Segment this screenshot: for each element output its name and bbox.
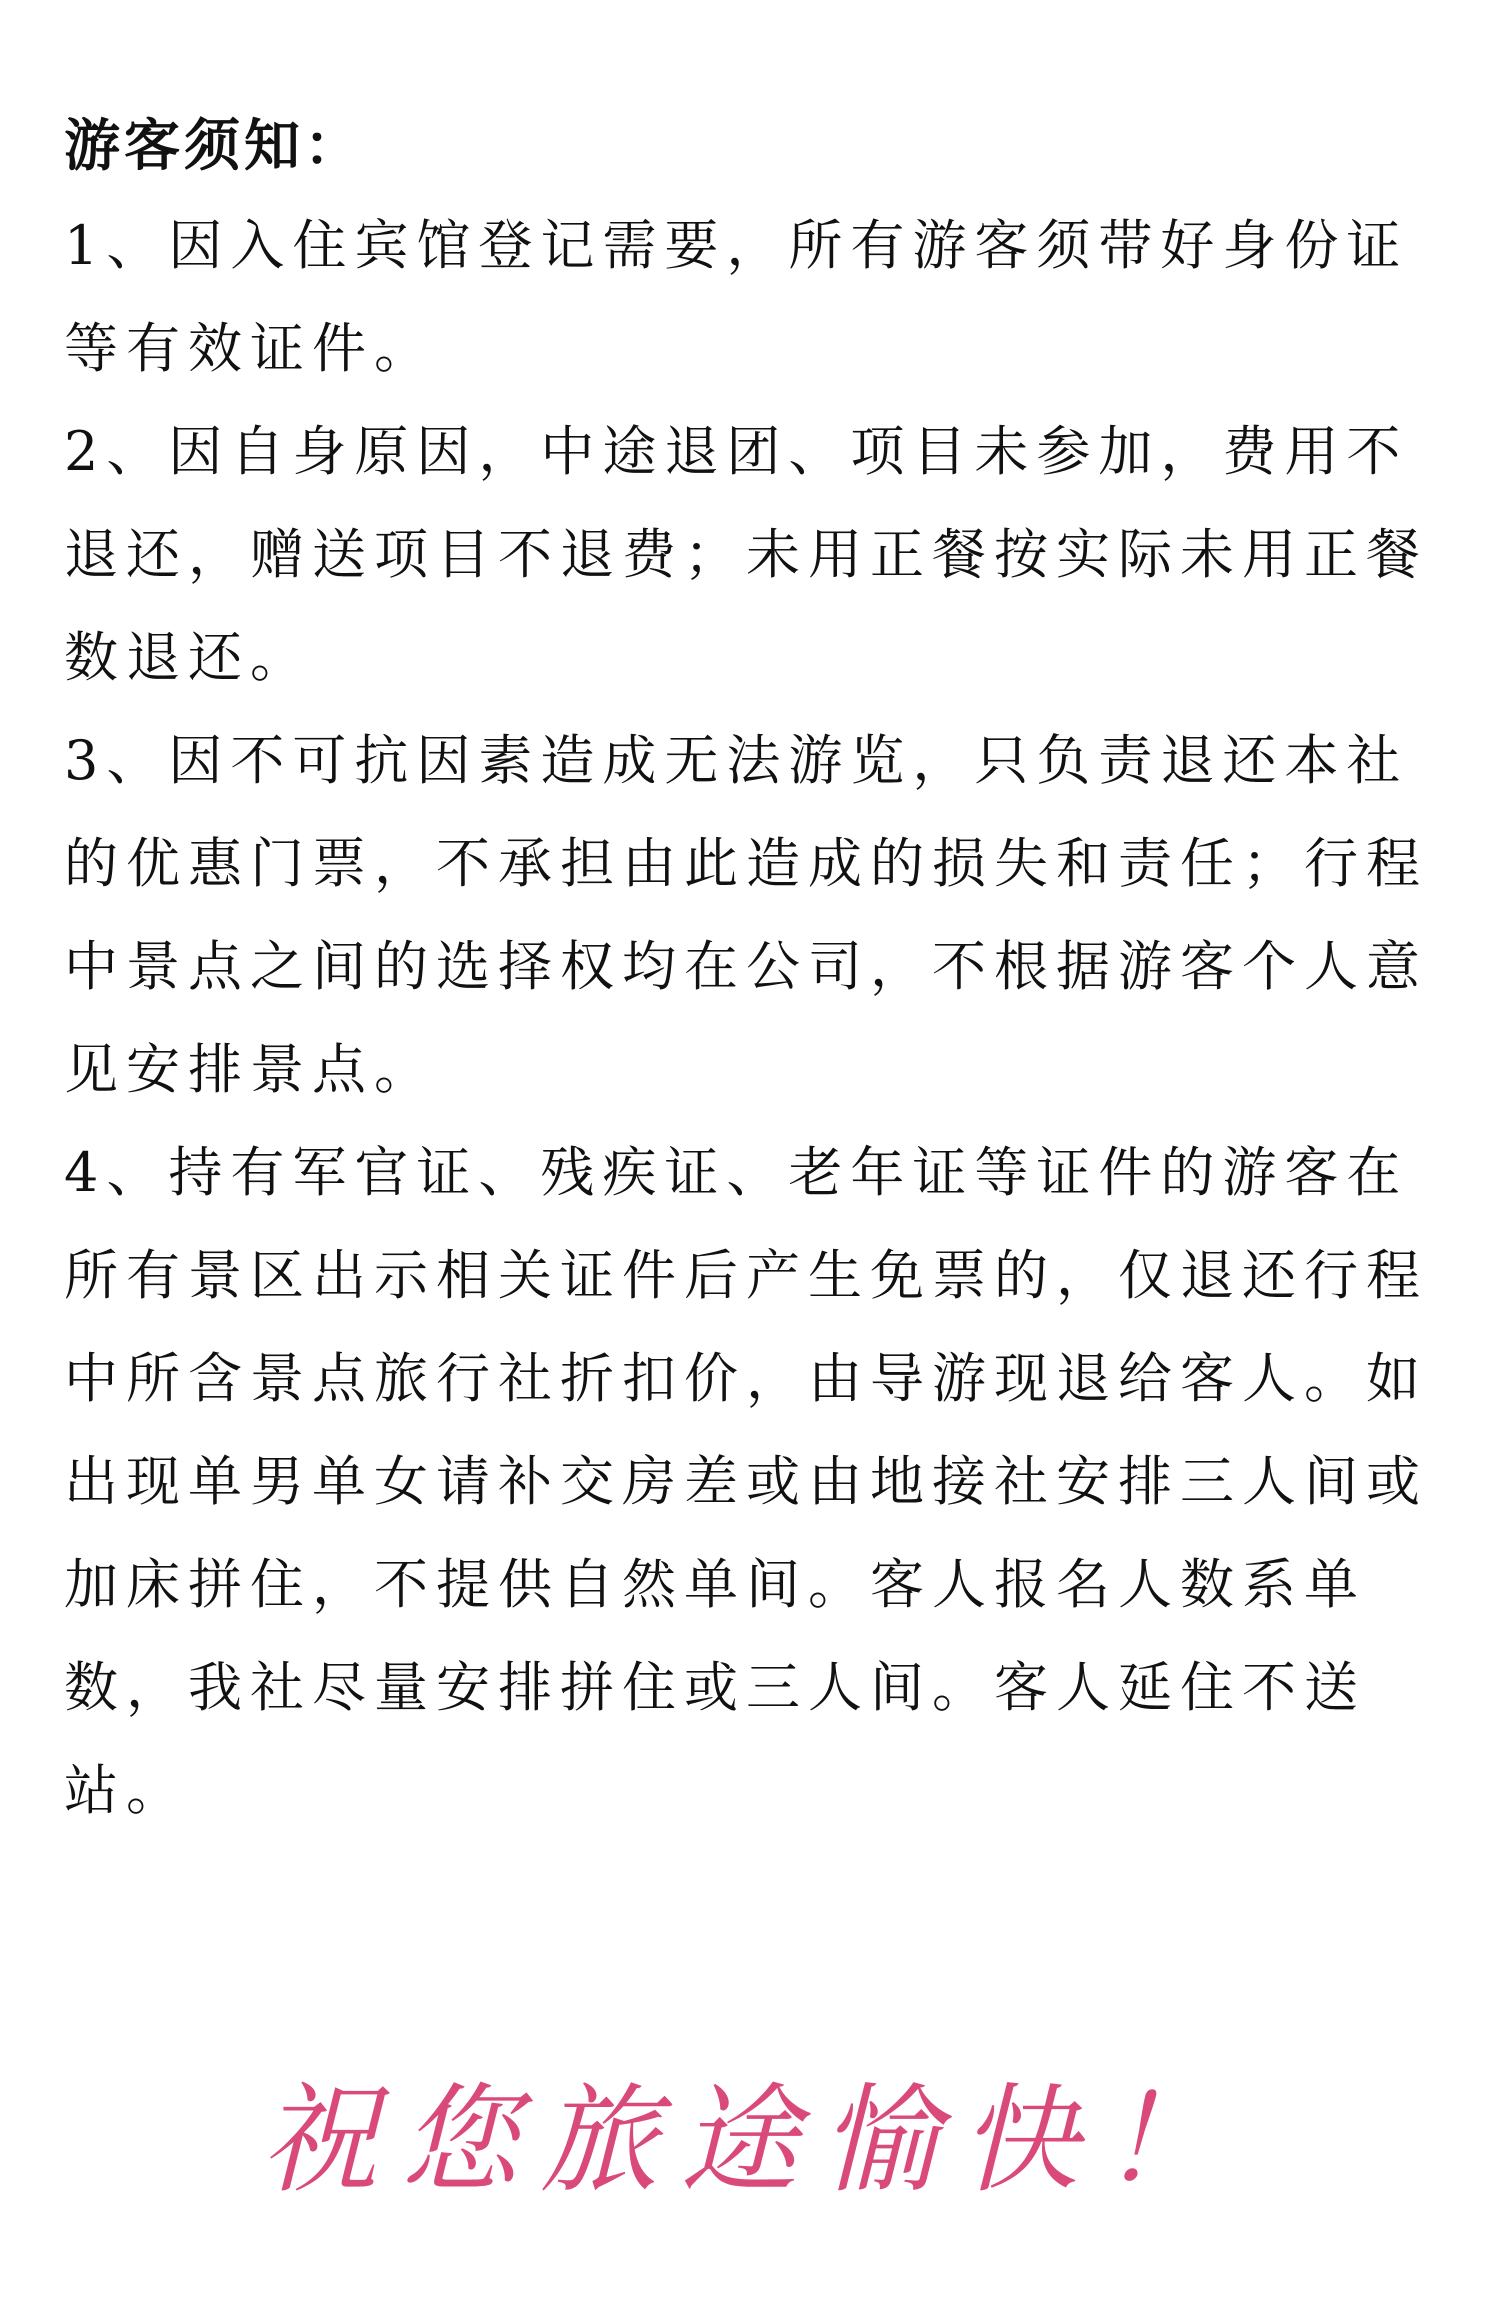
- notice-item-4: 4、持有军官证、残疾证、老年证等证件的游客在所有景区出示相关证件后产生免票的，仅退还行程中所含景点旅行社折扣价，由导游现退给客人。如出现单男单女请补交房差或由地接社安排三人间或加床拼住，不提供自然单间。客人报名人数系单数，我社尽量安排拼住或三人间。客人延住不送站。: [64, 1141, 1428, 1822]
- notice-item-1: 1、因入住宾馆登记需要，所有游客须带好身份证等有效证件。: [64, 214, 1409, 380]
- tourist-notice: [64, 98, 1444, 1842]
- notice-item-3: 3、因不可抗因素造成无法游览，只负责退还本社的优惠门票，不承担由此造成的损失和责任；行程中景点之间的选择权均在公司，不根据游客个人意见安排景点。: [64, 729, 1428, 1101]
- closing-greeting: 祝您旅途愉快！: [259, 2071, 1240, 2209]
- notice-item-2: 2、因自身原因，中途退团、项目未参加，费用不退还，赠送项目不退费；未用正餐按实际未用正餐数退还。: [64, 420, 1428, 689]
- notice-title: 游客须知：: [64, 113, 364, 179]
